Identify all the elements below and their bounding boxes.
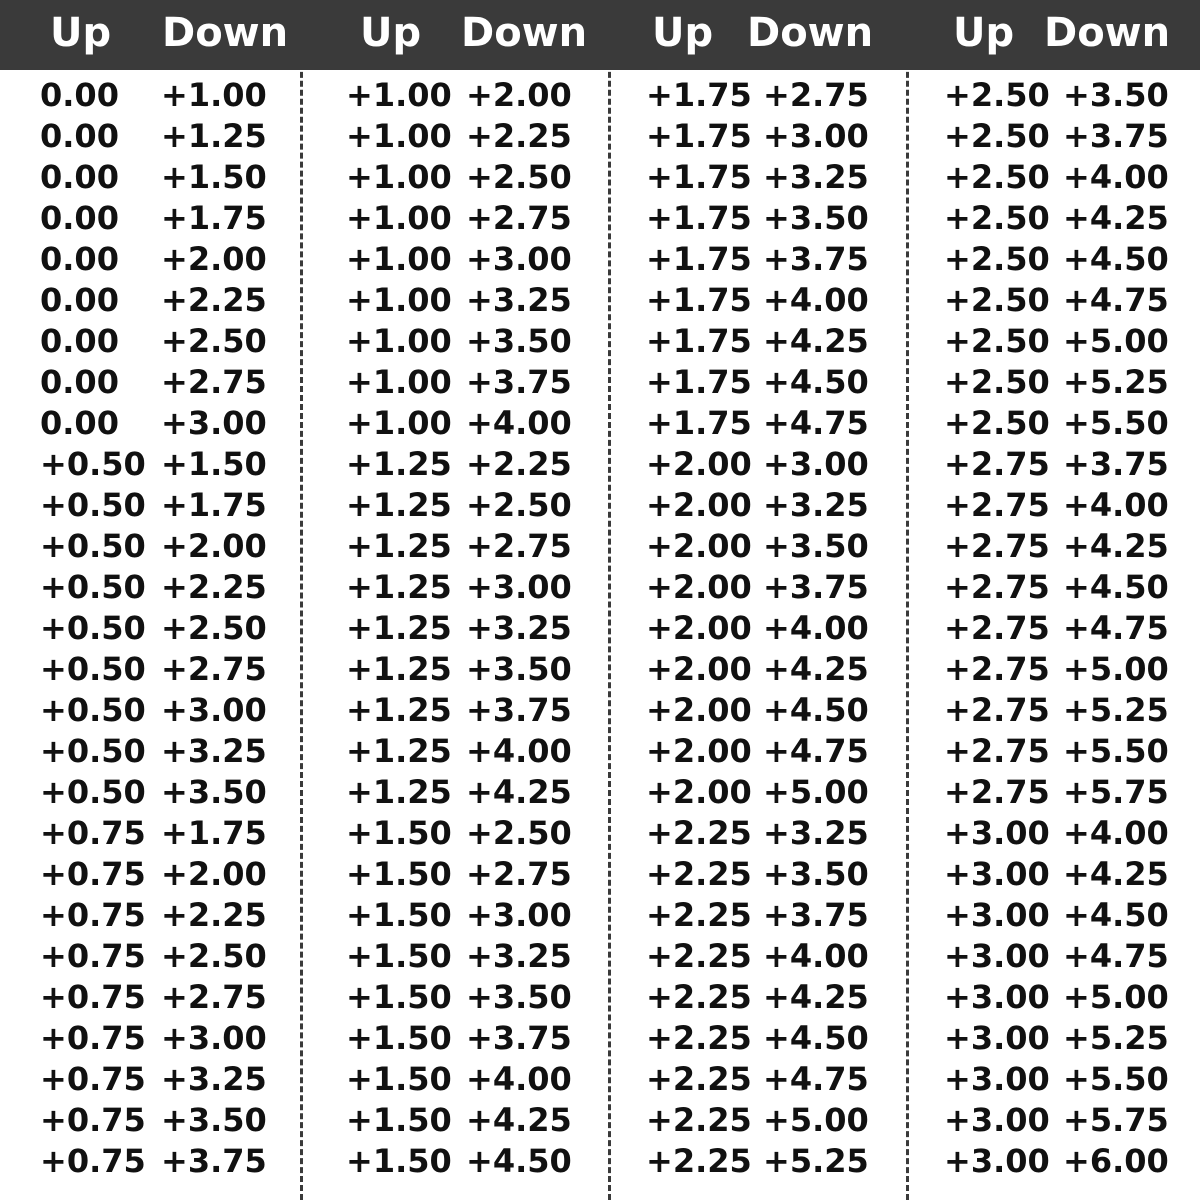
down-value: +1.75 [161,199,267,237]
up-value: +2.25 [646,1101,752,1139]
down-value: +4.50 [763,363,869,401]
up-value: +1.75 [646,240,752,278]
up-value: +2.00 [646,691,752,729]
up-value: +2.75 [944,609,1050,647]
up-value: +0.75 [40,1019,146,1057]
down-value: +2.00 [466,76,572,114]
down-value: +1.00 [161,76,267,114]
up-value: +1.25 [346,732,452,770]
up-value: +1.75 [646,158,752,196]
down-value: +5.25 [1063,363,1169,401]
down-value: +3.50 [161,773,267,811]
up-value: +1.25 [346,527,452,565]
down-value: +3.25 [763,486,869,524]
down-value: +4.00 [1063,486,1169,524]
up-value: +3.00 [944,896,1050,934]
up-value: 0.00 [40,281,119,319]
down-value: +3.00 [466,896,572,934]
down-value: +2.50 [161,609,267,647]
down-value: +3.25 [466,281,572,319]
down-value: +4.75 [763,404,869,442]
up-value: +3.00 [944,814,1050,852]
down-value: +5.75 [1063,1101,1169,1139]
down-value: +2.75 [466,199,572,237]
down-value: +4.00 [466,1060,572,1098]
down-value: +3.75 [763,568,869,606]
up-value: +2.50 [944,76,1050,114]
down-value: +2.50 [466,814,572,852]
down-value: +4.75 [1063,937,1169,975]
down-value: +3.50 [466,978,572,1016]
column-divider [300,0,303,1200]
up-value: +2.50 [944,363,1050,401]
up-value: +0.75 [40,937,146,975]
up-value: +2.25 [646,896,752,934]
up-value: +2.00 [646,568,752,606]
up-value: +2.25 [646,1019,752,1057]
down-value: +2.75 [161,650,267,688]
down-value: +2.75 [763,76,869,114]
down-value: +4.25 [1063,527,1169,565]
down-value: +3.50 [763,855,869,893]
up-value: +1.50 [346,896,452,934]
down-value: +5.00 [1063,322,1169,360]
down-value: +3.75 [1063,117,1169,155]
header-up: Up [360,10,422,56]
up-value: +1.50 [346,814,452,852]
up-value: +1.00 [346,76,452,114]
header-up: Up [953,10,1015,56]
up-value: +1.25 [346,568,452,606]
up-value: +1.00 [346,240,452,278]
up-value: +1.75 [646,363,752,401]
down-value: +4.50 [1063,568,1169,606]
down-value: +2.50 [466,158,572,196]
up-value: +2.00 [646,609,752,647]
down-value: +3.75 [763,896,869,934]
up-value: +0.75 [40,1060,146,1098]
down-value: +4.25 [466,773,572,811]
up-value: +1.50 [346,1060,452,1098]
header-down: Down [1044,10,1171,56]
down-value: +4.50 [1063,240,1169,278]
down-value: +5.00 [1063,650,1169,688]
down-value: +4.25 [1063,199,1169,237]
down-value: +5.50 [1063,732,1169,770]
up-value: +1.00 [346,199,452,237]
up-value: +1.25 [346,650,452,688]
down-value: +3.00 [161,404,267,442]
up-value: +1.00 [346,281,452,319]
down-value: +1.75 [161,486,267,524]
up-value: +0.50 [40,568,146,606]
up-value: +1.50 [346,855,452,893]
down-value: +2.25 [466,445,572,483]
column-divider [608,0,611,1200]
up-value: +1.25 [346,445,452,483]
down-value: +3.25 [763,158,869,196]
down-value: +3.00 [466,240,572,278]
down-value: +4.00 [763,937,869,975]
down-value: +4.00 [1063,814,1169,852]
up-value: +2.00 [646,445,752,483]
up-value: 0.00 [40,240,119,278]
down-value: +4.00 [1063,158,1169,196]
header-up: Up [50,10,112,56]
header-down: Down [461,10,588,56]
down-value: +3.75 [161,1142,267,1180]
up-value: +2.50 [944,281,1050,319]
up-value: +0.75 [40,855,146,893]
up-value: +3.00 [944,1060,1050,1098]
up-value: +2.00 [646,486,752,524]
down-value: +4.00 [466,404,572,442]
up-value: +1.00 [346,117,452,155]
down-value: +1.75 [161,814,267,852]
up-value: +0.75 [40,1142,146,1180]
up-value: +1.50 [346,937,452,975]
up-value: 0.00 [40,158,119,196]
up-value: +1.25 [346,609,452,647]
down-value: +4.25 [466,1101,572,1139]
up-value: +0.50 [40,527,146,565]
down-value: +3.50 [466,650,572,688]
up-value: +0.50 [40,732,146,770]
up-value: +0.50 [40,650,146,688]
up-value: +2.75 [944,486,1050,524]
up-value: +1.75 [646,199,752,237]
up-value: +1.75 [646,281,752,319]
down-value: +3.75 [466,691,572,729]
up-value: +1.50 [346,1142,452,1180]
up-value: +2.75 [944,527,1050,565]
up-value: +1.00 [346,158,452,196]
up-value: +2.50 [944,404,1050,442]
down-value: +5.50 [1063,404,1169,442]
down-value: +3.75 [1063,445,1169,483]
down-value: +3.00 [161,1019,267,1057]
up-value: 0.00 [40,322,119,360]
up-value: +2.00 [646,732,752,770]
down-value: +4.75 [763,732,869,770]
down-value: +2.00 [161,240,267,278]
column-divider [906,0,909,1200]
up-value: +3.00 [944,1101,1050,1139]
up-value: +1.50 [346,1101,452,1139]
up-value: 0.00 [40,404,119,442]
down-value: +5.00 [763,1101,869,1139]
up-value: +2.50 [944,117,1050,155]
down-value: +4.25 [763,650,869,688]
down-value: +3.00 [763,445,869,483]
down-value: +2.25 [161,568,267,606]
down-value: +2.25 [466,117,572,155]
up-value: +2.25 [646,978,752,1016]
header-up: Up [652,10,714,56]
down-value: +4.50 [763,691,869,729]
up-value: 0.00 [40,363,119,401]
up-value: +3.00 [944,978,1050,1016]
down-value: +3.25 [161,1060,267,1098]
down-value: +2.50 [466,486,572,524]
down-value: +4.75 [763,1060,869,1098]
up-value: +1.75 [646,404,752,442]
up-value: +2.75 [944,691,1050,729]
down-value: +1.50 [161,445,267,483]
up-value: +2.25 [646,937,752,975]
down-value: +4.75 [1063,609,1169,647]
up-value: +2.75 [944,445,1050,483]
down-value: +4.00 [466,732,572,770]
down-value: +3.50 [1063,76,1169,114]
down-value: +3.50 [161,1101,267,1139]
down-value: +4.00 [763,609,869,647]
down-value: +3.00 [466,568,572,606]
up-value: 0.00 [40,76,119,114]
up-value: +2.50 [944,158,1050,196]
down-value: +4.00 [763,281,869,319]
up-value: +0.50 [40,486,146,524]
up-value: +0.75 [40,814,146,852]
down-value: +2.25 [161,281,267,319]
down-value: +4.25 [1063,855,1169,893]
up-value: +2.50 [944,322,1050,360]
up-value: +2.75 [944,773,1050,811]
up-value: +2.75 [944,568,1050,606]
up-value: +1.00 [346,404,452,442]
down-value: +5.25 [1063,1019,1169,1057]
down-value: +2.75 [161,363,267,401]
down-value: +1.25 [161,117,267,155]
up-value: +1.00 [346,322,452,360]
up-value: +0.50 [40,445,146,483]
up-value: +2.75 [944,650,1050,688]
up-value: +1.25 [346,486,452,524]
header-down: Down [747,10,874,56]
down-value: +2.75 [161,978,267,1016]
up-value: +0.75 [40,978,146,1016]
up-value: +1.75 [646,76,752,114]
up-value: +1.50 [346,1019,452,1057]
up-value: +1.50 [346,978,452,1016]
up-value: +2.75 [944,732,1050,770]
up-value: +3.00 [944,855,1050,893]
down-value: +4.50 [466,1142,572,1180]
up-value: +1.25 [346,691,452,729]
up-value: +0.75 [40,896,146,934]
up-value: 0.00 [40,117,119,155]
up-value: +2.25 [646,855,752,893]
down-value: +5.50 [1063,1060,1169,1098]
up-value: +2.00 [646,650,752,688]
down-value: +3.75 [763,240,869,278]
up-value: +2.25 [646,1060,752,1098]
up-value: +3.00 [944,1019,1050,1057]
up-value: +1.75 [646,322,752,360]
down-value: +2.50 [161,322,267,360]
up-value: 0.00 [40,199,119,237]
down-value: +4.25 [763,322,869,360]
down-value: +4.25 [763,978,869,1016]
down-value: +3.25 [466,937,572,975]
down-value: +2.75 [466,855,572,893]
up-value: +1.25 [346,773,452,811]
up-value: +2.25 [646,814,752,852]
down-value: +3.75 [466,1019,572,1057]
down-value: +3.25 [466,609,572,647]
up-value: +2.25 [646,1142,752,1180]
down-value: +5.25 [1063,691,1169,729]
down-value: +3.50 [466,322,572,360]
down-value: +3.25 [161,732,267,770]
up-value: +2.50 [944,199,1050,237]
down-value: +4.75 [1063,281,1169,319]
up-value: +0.50 [40,691,146,729]
up-value: +2.50 [944,240,1050,278]
down-value: +5.25 [763,1142,869,1180]
down-value: +3.00 [763,117,869,155]
down-value: +6.00 [1063,1142,1169,1180]
down-value: +2.75 [466,527,572,565]
down-value: +5.00 [1063,978,1169,1016]
down-value: +2.00 [161,855,267,893]
down-value: +3.25 [763,814,869,852]
up-value: +2.00 [646,527,752,565]
down-value: +4.50 [763,1019,869,1057]
down-value: +1.50 [161,158,267,196]
up-value: +1.00 [346,363,452,401]
down-value: +5.00 [763,773,869,811]
down-value: +2.25 [161,896,267,934]
down-value: +3.75 [466,363,572,401]
up-value: +3.00 [944,1142,1050,1180]
up-value: +0.50 [40,773,146,811]
down-value: +5.75 [1063,773,1169,811]
up-value: +0.75 [40,1101,146,1139]
up-value: +3.00 [944,937,1050,975]
up-value: +1.75 [646,117,752,155]
down-value: +3.00 [161,691,267,729]
up-value: +2.00 [646,773,752,811]
down-value: +2.50 [161,937,267,975]
down-value: +2.00 [161,527,267,565]
down-value: +4.50 [1063,896,1169,934]
down-value: +3.50 [763,527,869,565]
header-down: Down [162,10,289,56]
up-value: +0.50 [40,609,146,647]
down-value: +3.50 [763,199,869,237]
